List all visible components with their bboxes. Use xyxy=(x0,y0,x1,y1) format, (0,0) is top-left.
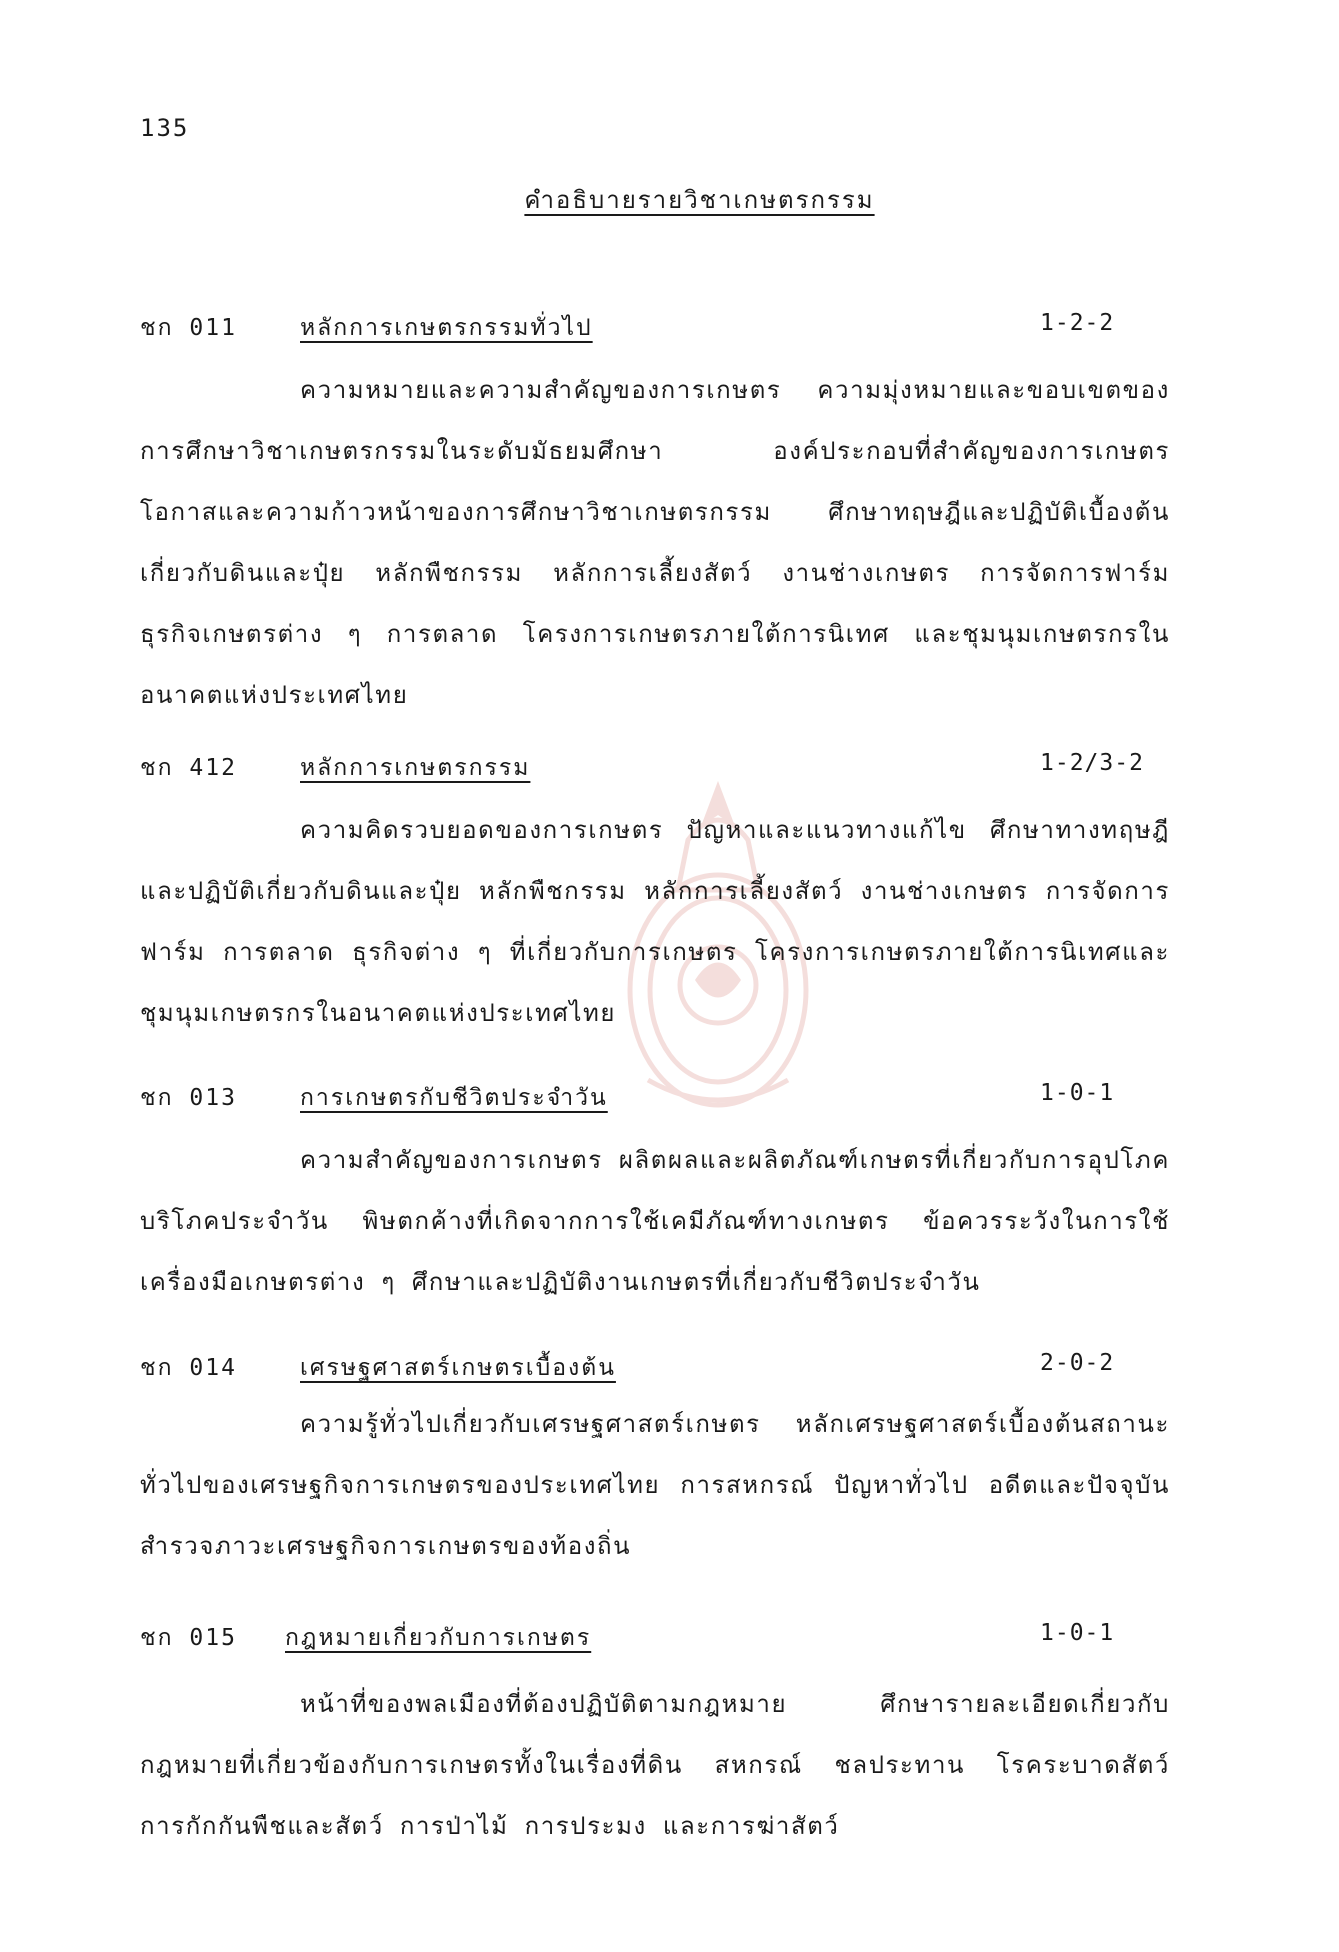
course-description: หน้าที่ของพลเมืองที่ต้องปฏิบัติตามกฎหมาย ศึกษารายละเอียดเกี่ยวกับกฎหมายที่เกี่ยวข้องกับการเกษตรทั้งในเรื่องที่ดิน สหกรณ์ ชลประทาน โรคระบาดสัตว์ การกักกันพืชและสัตว์ การป่าไม้ การประมง และการฆ่าสัตว์ xyxy=(140,1690,1170,1840)
course-name: การเกษตรกับชีวิตประจำวัน xyxy=(300,1085,608,1111)
course-block xyxy=(140,750,1170,1044)
document-title-container xyxy=(0,180,1339,219)
course-description: ความสำคัญของการเกษตร ผลิตผลและผลิตภัณฑ์เกษตรที่เกี่ยวกับการอุปโภคบริโภคประจำวัน พิษตกค้างที่เกิดจากการใช้เคมีภัณฑ์ทางเกษตร ข้อควรระวังในการใช้เครื่องมือเกษตรต่าง ๆ ศึกษาและปฏิบัติงานเกษตรที่เกี่ยวกับชีวิตประจำวัน xyxy=(140,1146,1170,1296)
course-name: หลักการเกษตรกรรมทั่วไป xyxy=(300,315,593,341)
course-code: ชก 014 xyxy=(140,1355,237,1381)
course-credits: 2-0-2 xyxy=(1040,1350,1115,1376)
course-name: กฎหมายเกี่ยวกับการเกษตร xyxy=(285,1625,592,1651)
course-name: หลักการเกษตรกรรม xyxy=(300,755,531,781)
course-credits: 1-2-2 xyxy=(1040,310,1115,336)
course-code: ชก 011 xyxy=(140,315,237,341)
course-name: เศรษฐศาสตร์เกษตรเบื้องต้น xyxy=(300,1355,616,1381)
course-block xyxy=(140,310,1170,726)
course-heading xyxy=(140,1620,1170,1660)
course-block xyxy=(140,1620,1170,1857)
course-heading xyxy=(140,1080,1170,1120)
course-block xyxy=(140,1350,1170,1577)
course-code: ชก 412 xyxy=(140,755,237,781)
course-description: ความคิดรวบยอดของการเกษตร ปัญหาและแนวทางแก้ไข ศึกษาทางทฤษฎีและปฏิบัติเกี่ยวกับดินและปุ๋ย หลักพืชกรรม หลักการเลี้ยงสัตว์ งานช่างเกษตร การจัดการฟาร์ม การตลาด ธุรกิจต่าง ๆ ที่เกี่ยวกับการเกษตร โครงการเกษตรภายใต้การนิเทศและชุมนุมเกษตรกรในอนาคตแห่งประเทศไทย xyxy=(140,816,1170,1027)
course-description: ความหมายและความสำคัญของการเกษตร ความมุ่งหมายและขอบเขตของการศึกษาวิชาเกษตรกรรมในระดับมัธยมศึกษา องค์ประกอบที่สำคัญของการเกษตร โอกาสและความก้าวหน้าของการศึกษาวิชาเกษตรกรรม ศึกษาทฤษฎีและปฏิบัติเบื้องต้นเกี่ยวกับดินและปุ๋ย หลักพืชกรรม หลักการเลี้ยงสัตว์ งานช่างเกษตร การจัดการฟาร์ม ธุรกิจเกษตรต่าง ๆ การตลาด โครงการเกษตรภายใต้การนิเทศ และชุมนุมเกษตรกรในอนาคตแห่งประเทศไทย xyxy=(140,376,1170,709)
course-code: ชก 015 xyxy=(140,1625,237,1651)
course-code: ชก 013 xyxy=(140,1085,237,1111)
course-credits: 1-0-1 xyxy=(1040,1620,1115,1646)
course-heading xyxy=(140,750,1170,790)
page-number: 135 xyxy=(140,114,190,142)
course-description: ความรู้ทั่วไปเกี่ยวกับเศรษฐศาสตร์เกษตร หลักเศรษฐศาสตร์เบื้องต้นสถานะทั่วไปของเศรษฐกิจการเกษตรของประเทศไทย การสหกรณ์ ปัญหาทั่วไป อดีตและปัจจุบัน สำรวจภาวะเศรษฐกิจการเกษตรของท้องถิ่น xyxy=(140,1410,1170,1560)
course-credits: 1-0-1 xyxy=(1040,1080,1115,1106)
course-block xyxy=(140,1080,1170,1313)
course-credits: 1-2/3-2 xyxy=(1040,750,1144,776)
course-heading xyxy=(140,1350,1170,1390)
course-heading xyxy=(140,310,1170,350)
document-title: คำอธิบายรายวิชาเกษตรกรรม xyxy=(524,186,875,214)
